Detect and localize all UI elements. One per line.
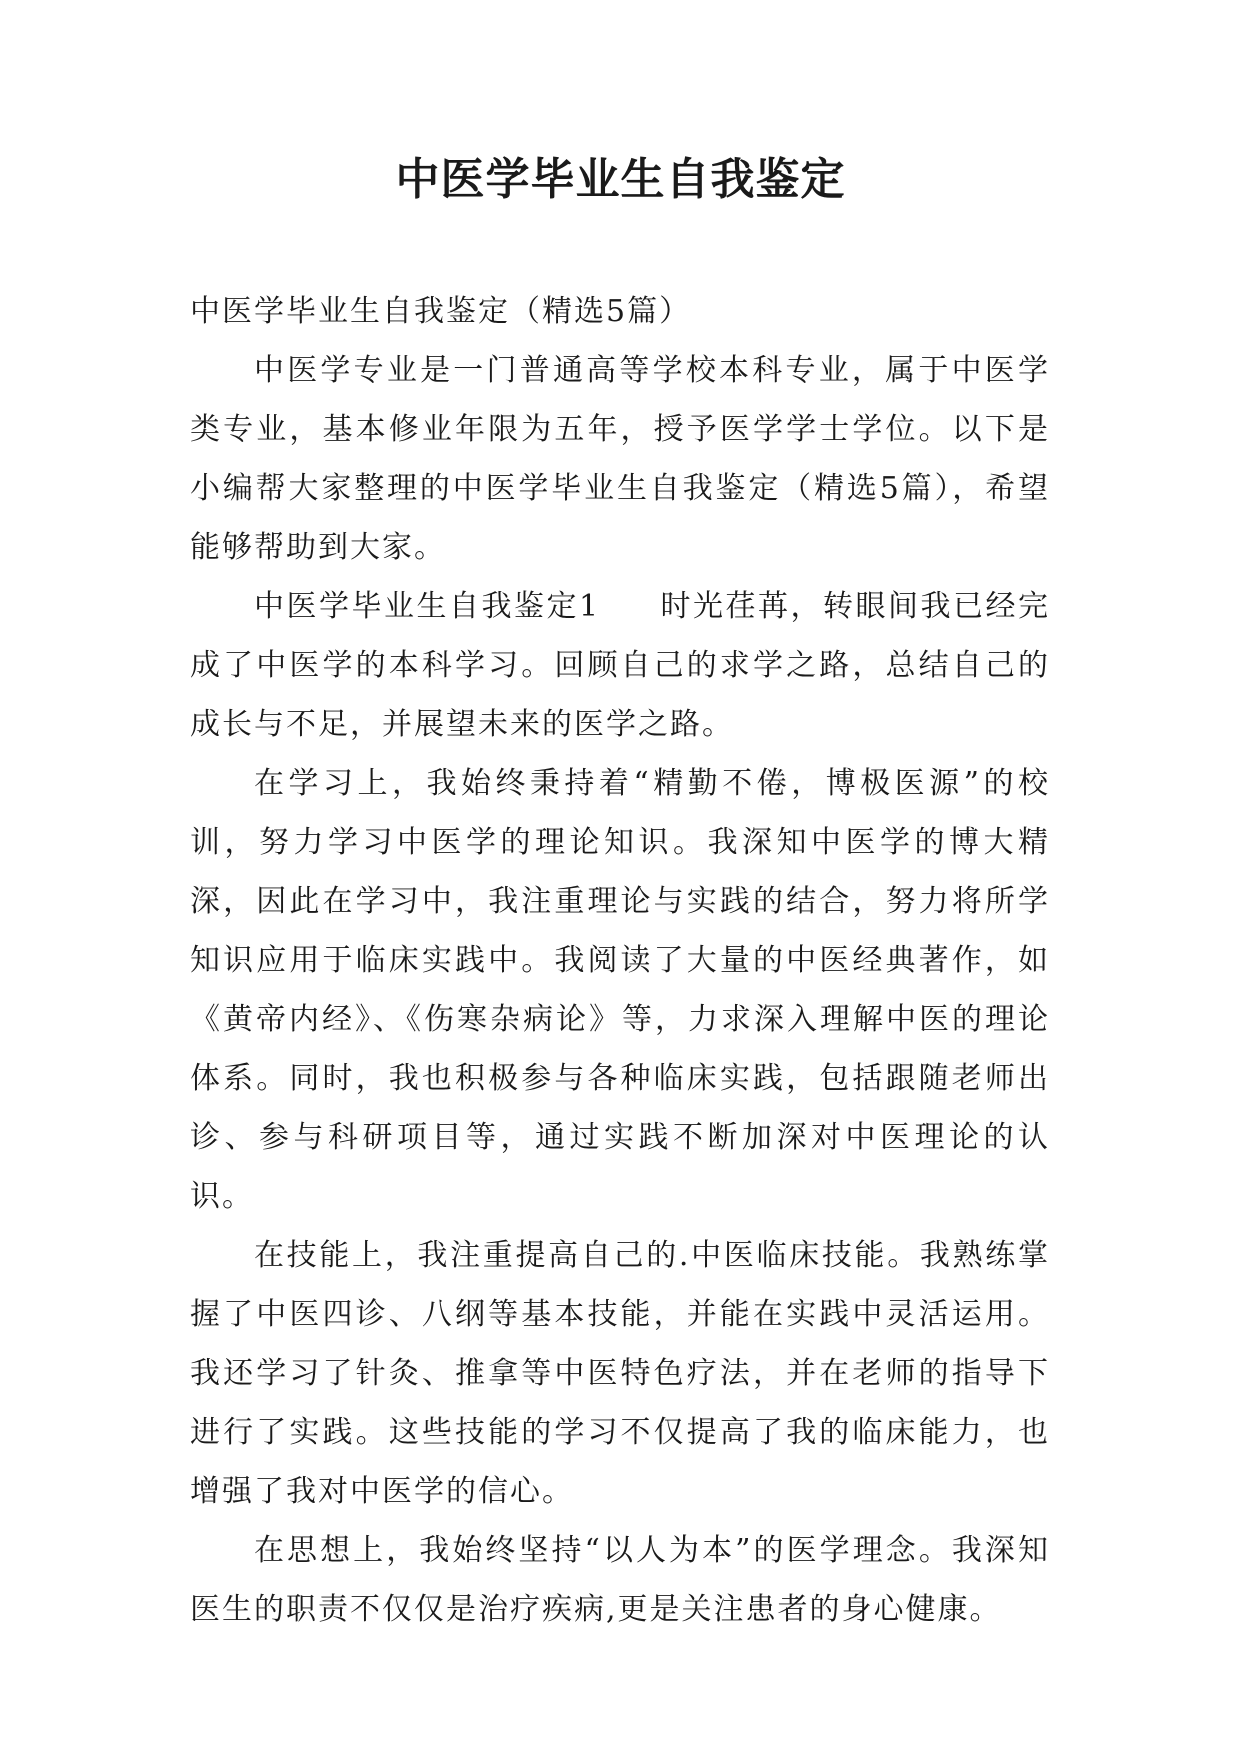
intro-paragraph: 中医学专业是一门普通高等学校本科专业，属于中医学类专业，基本修业年限为五年，授予医学学士学位。以下是小编帮大家整理的中医学毕业生自我鉴定（精选5篇），希望能够帮助到大家。 xyxy=(190,353,1050,565)
study-paragraph: 在学习上，我始终秉持着“精勤不倦，博极医源”的校训，努力学习中医学的理论知识。我深知中医学的博大精深，因此在学习中，我注重理论与实践的结合，努力将所学知识应用于临床实践中。我阅读了大量的中医经典著作，如《黄帝内经》、《伤寒杂病论》等，力求深入理解中医的理论体系。同时，我也积极参与各种临床实践，包括跟随老师出诊、参与科研项目等，通过实践不断加深对中医理论的认识。 xyxy=(190,766,1050,1214)
document-title: 中医学毕业生自我鉴定 xyxy=(395,154,846,205)
section1-paragraph xyxy=(190,577,1050,754)
thought-paragraph: 在思想上，我始终坚持“以人为本”的医学理念。我深知医生的职责不仅仅是治疗疾病,更是关注患者的身心健康。 xyxy=(190,1533,1050,1627)
section1-opening: 时光荏苒，转眼间我已经完成了中医学的本科学习。回顾自己的求学之路，总结自己的成长与不足，并展望未来的医学之路。 xyxy=(190,589,1050,742)
document-subtitle: 中医学毕业生自我鉴定（精选5篇） xyxy=(190,294,692,329)
skills-paragraph: 在技能上，我注重提高自己的.中医临床技能。我熟练掌握了中医四诊、八纲等基本技能，并能在实践中灵活运用。我还学习了针灸、推拿等中医特色疗法，并在老师的指导下进行了实践。这些技能的学习不仅提高了我的临床能力，也增强了我对中医学的信心。 xyxy=(190,1238,1050,1509)
document-body xyxy=(190,282,1050,1639)
section1-heading: 中医学毕业生自我鉴定1 xyxy=(254,589,601,624)
